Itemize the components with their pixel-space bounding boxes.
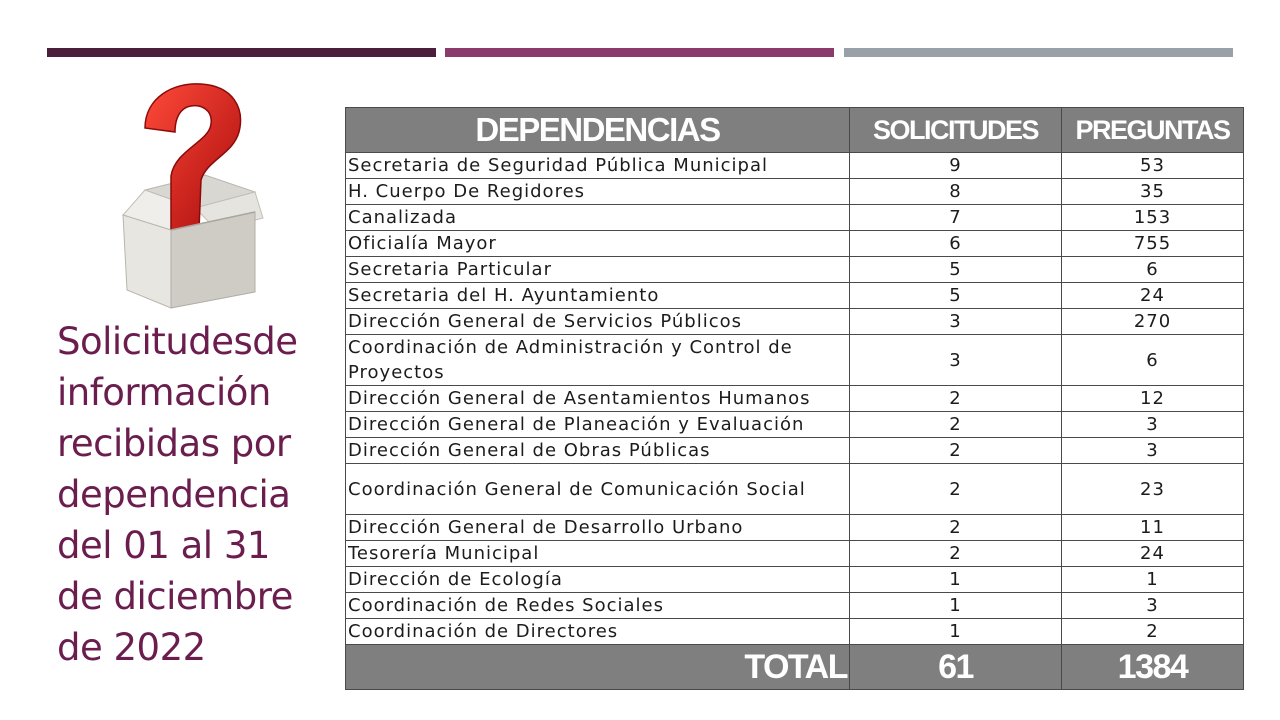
cell-dependencia: H. Cuerpo De Regidores [346,179,850,205]
cell-preguntas: 24 [1062,283,1244,309]
table-total-row [346,645,1244,690]
title-line: del 01 al 31 [57,524,270,567]
cell-preguntas: 6 [1062,257,1244,283]
cell-preguntas: 270 [1062,309,1244,335]
title-line: Solicitudesde [57,320,298,363]
cell-solicitudes: 2 [850,386,1062,412]
table-row [346,386,1244,412]
cell-preguntas: 23 [1062,464,1244,515]
cell-preguntas: 755 [1062,231,1244,257]
question-box-illustration [105,80,265,315]
cell-preguntas: 3 [1062,412,1244,438]
cell-solicitudes: 8 [850,179,1062,205]
cell-solicitudes: 2 [850,541,1062,567]
cell-dependencia: Dirección General de Asentamientos Humanos [346,386,850,412]
cell-dependencia: Dirección General de Desarrollo Urbano [346,515,850,541]
table-row [346,515,1244,541]
table-row [346,619,1244,645]
accent-bar-light [844,48,1233,57]
cell-preguntas: 12 [1062,386,1244,412]
cell-dependencia: Secretaria Particular [346,257,850,283]
cell-preguntas: 3 [1062,593,1244,619]
cell-dependencia: Tesorería Municipal [346,541,850,567]
cell-preguntas: 1 [1062,567,1244,593]
table-row [346,335,1244,386]
table-row [346,412,1244,438]
cell-dependencia: Coordinación de Directores [346,619,850,645]
table-row [346,257,1244,283]
page-title [57,316,327,673]
cell-dependencia: Dirección General de Servicios Públicos [346,309,850,335]
cell-preguntas: 2 [1062,619,1244,645]
cell-solicitudes: 5 [850,257,1062,283]
cell-solicitudes: 1 [850,567,1062,593]
cell-solicitudes: 1 [850,619,1062,645]
accent-bar-dark [47,48,436,57]
cell-solicitudes: 2 [850,412,1062,438]
cell-solicitudes: 1 [850,593,1062,619]
cell-dependencia: Coordinación de Redes Sociales [346,593,850,619]
table-row [346,153,1244,179]
table-row [346,464,1244,515]
table-row [346,309,1244,335]
cell-solicitudes: 2 [850,438,1062,464]
accent-bar-mid [445,48,834,57]
table-row [346,231,1244,257]
title-line: información [57,371,271,414]
cell-preguntas: 53 [1062,153,1244,179]
cell-solicitudes: 9 [850,153,1062,179]
title-line: de 2022 [57,626,206,669]
cell-preguntas: 11 [1062,515,1244,541]
cell-dependencia: Canalizada [346,205,850,231]
cell-dependencia: Dirección General de Obras Públicas [346,438,850,464]
header-dependencias: DEPENDENCIAS [346,108,850,153]
table-header-row [346,108,1244,153]
title-line: dependencia [57,473,291,516]
header-solicitudes: SOLICITUDES [850,108,1062,153]
cell-solicitudes: 5 [850,283,1062,309]
cell-preguntas: 6 [1062,335,1244,386]
cell-preguntas: 3 [1062,438,1244,464]
table-row [346,205,1244,231]
cell-solicitudes: 2 [850,515,1062,541]
total-preguntas: 1384 [1062,645,1244,690]
cell-dependencia: Dirección General de Planeación y Evaluación [346,412,850,438]
title-line: de diciembre [57,575,293,618]
cell-dependencia: Coordinación General de Comunicación Social [346,464,850,515]
cell-solicitudes: 3 [850,335,1062,386]
cell-solicitudes: 7 [850,205,1062,231]
cell-dependencia: Oficialía Mayor [346,231,850,257]
cell-dependencia: Dirección de Ecología [346,567,850,593]
cell-solicitudes: 6 [850,231,1062,257]
cell-solicitudes: 3 [850,309,1062,335]
total-label: TOTAL [346,645,850,690]
title-line: recibidas por [57,422,291,465]
table-row [346,438,1244,464]
cell-preguntas: 35 [1062,179,1244,205]
table-row [346,179,1244,205]
total-solicitudes: 61 [850,645,1062,690]
cell-dependencia: Coordinación de Administración y Control de Proyectos [346,335,850,386]
cell-preguntas: 24 [1062,541,1244,567]
header-preguntas: PREGUNTAS [1062,108,1244,153]
cell-solicitudes: 2 [850,464,1062,515]
table-row [346,567,1244,593]
cell-dependencia: Secretaria de Seguridad Pública Municipal [346,153,850,179]
cell-dependencia: Secretaria del H. Ayuntamiento [346,283,850,309]
dependencias-table [345,107,1244,690]
cell-preguntas: 153 [1062,205,1244,231]
table-row [346,593,1244,619]
table-row [346,283,1244,309]
table-row [346,541,1244,567]
